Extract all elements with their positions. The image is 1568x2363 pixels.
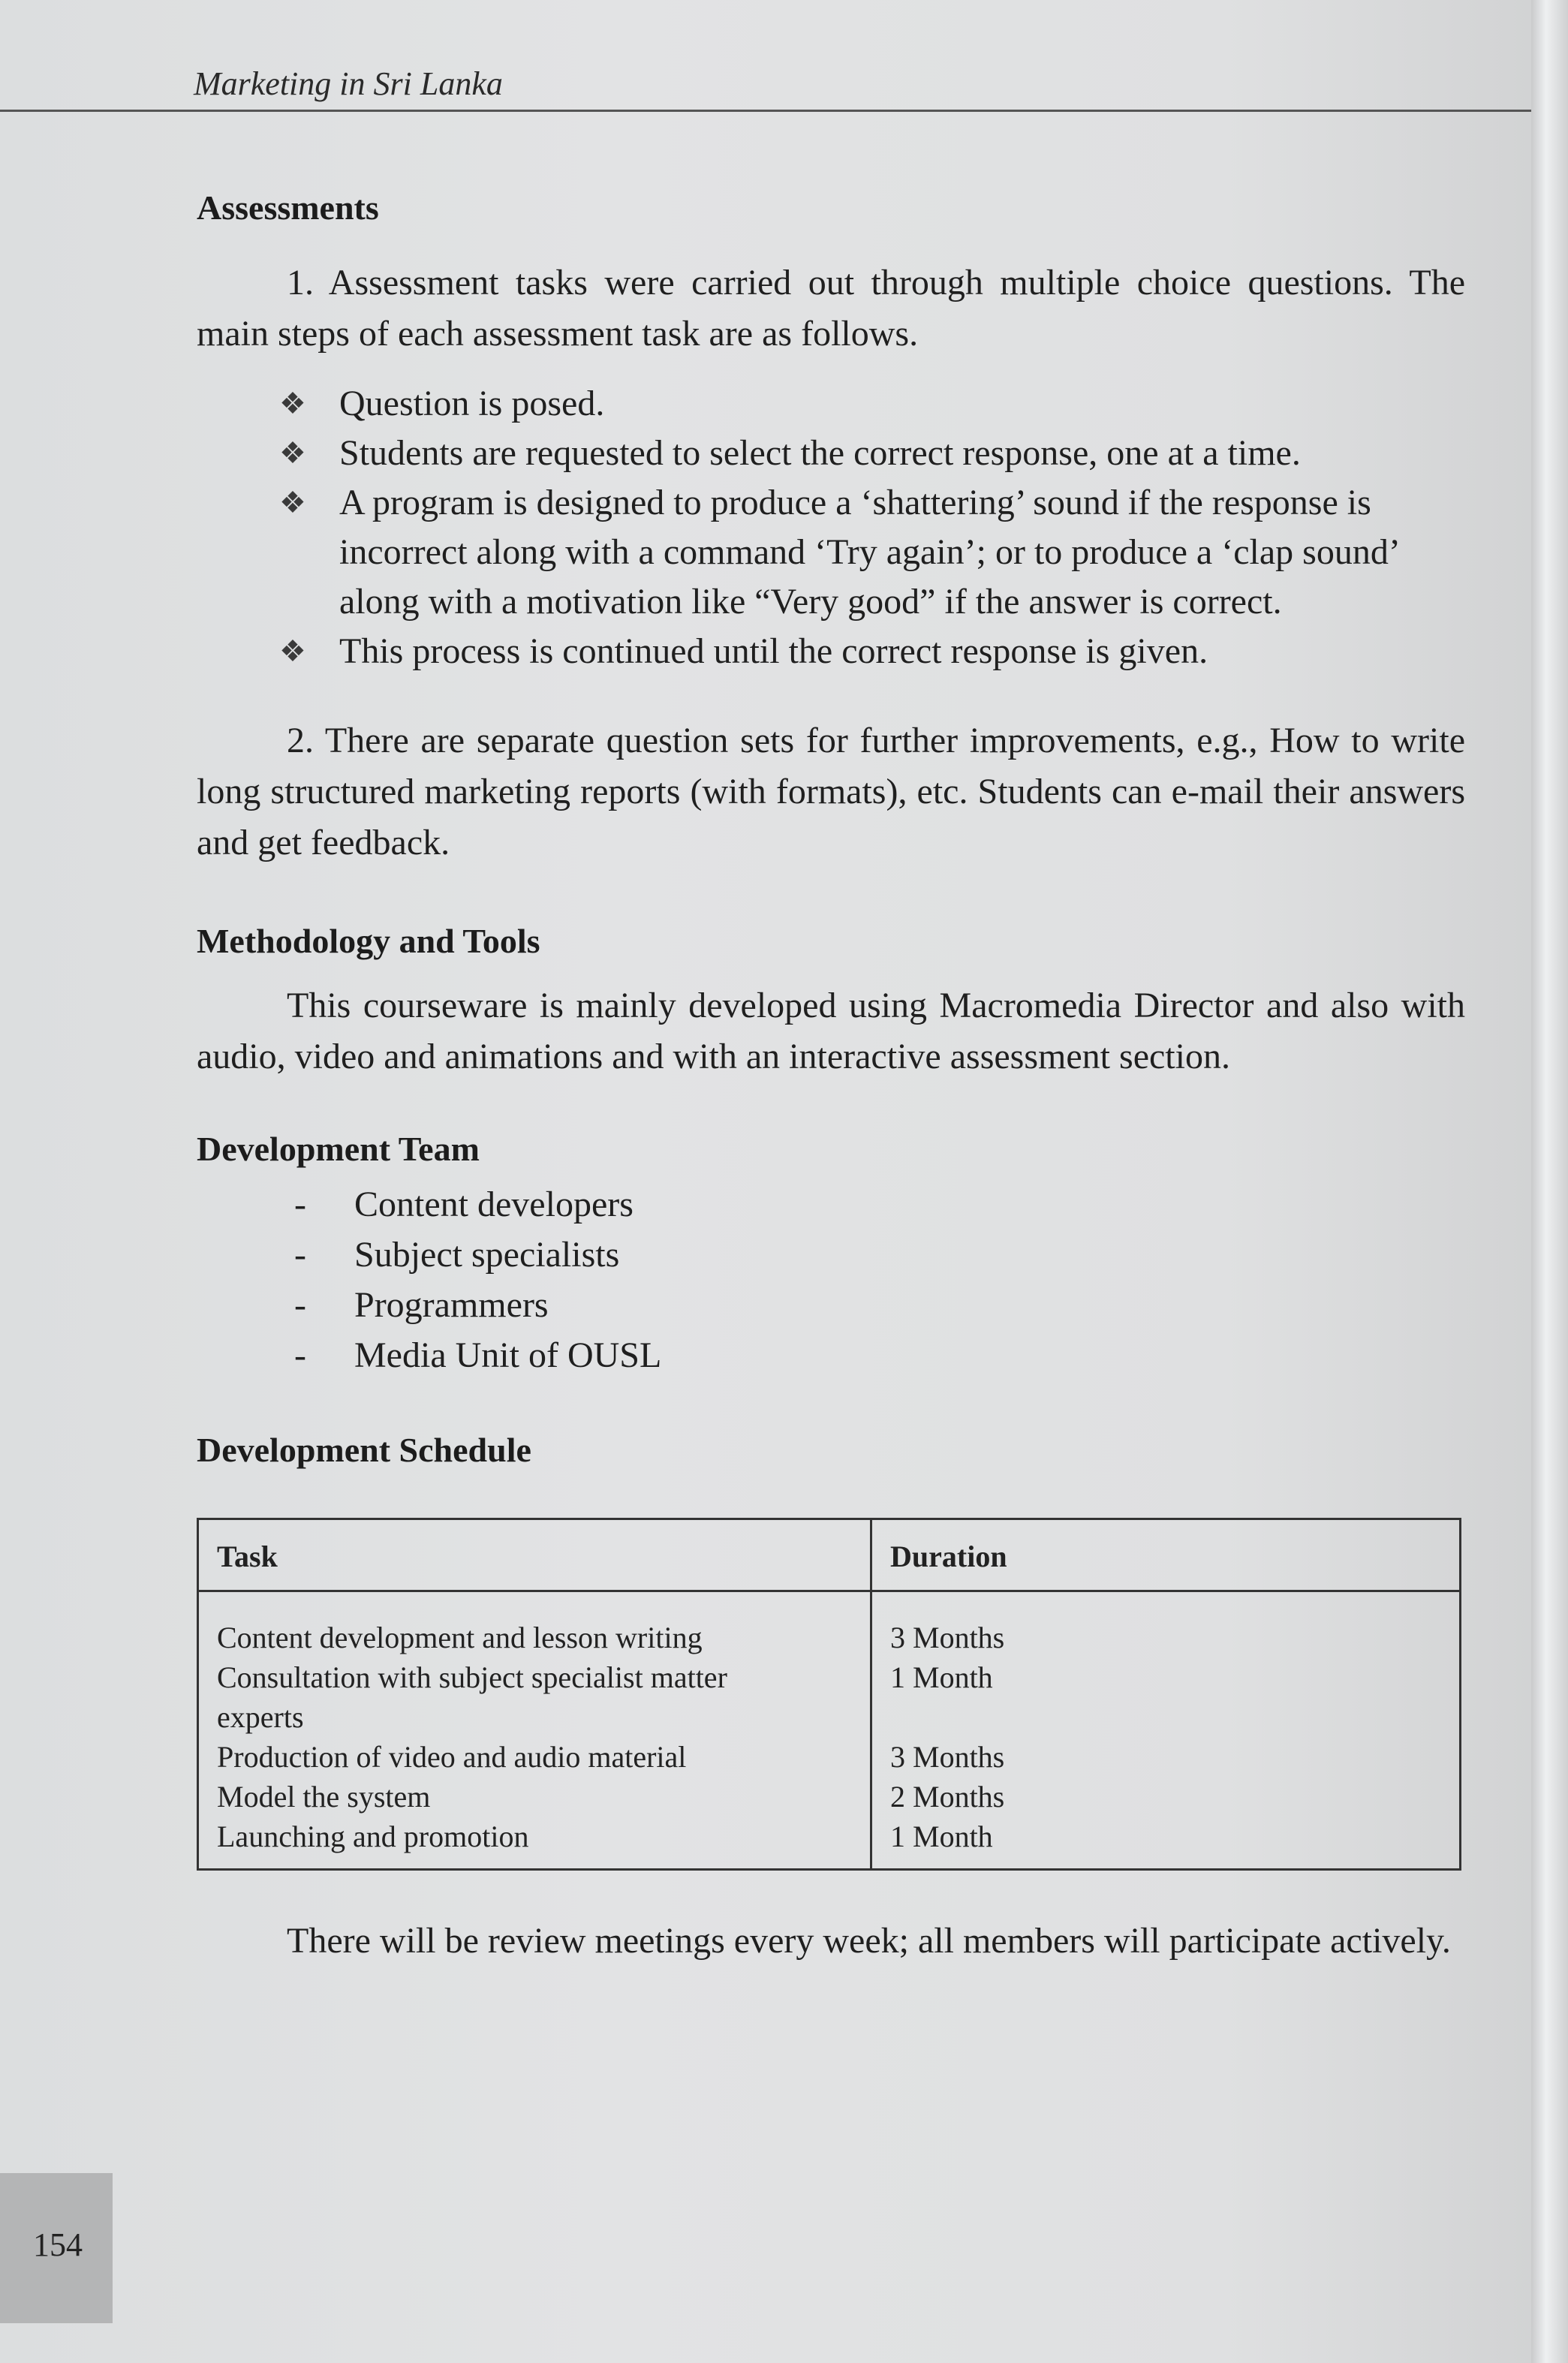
header-rule bbox=[0, 110, 1531, 112]
duration-spacer bbox=[890, 1697, 1441, 1737]
assessments-heading: Assessments bbox=[197, 188, 379, 227]
task-column-header: Task bbox=[198, 1519, 871, 1591]
schedule-table bbox=[197, 1518, 1461, 1871]
duration-item: 3 Months bbox=[890, 1740, 1005, 1774]
list-item: ❖ A program is designed to produce a ‘shattering’ sound if the response is incorrect along with a command ‘Try again’; or to produce a ‘clap sound’ along with a motivation like “Very good” if the answer is correct. bbox=[279, 478, 1465, 627]
book-page-edge bbox=[1531, 0, 1568, 2363]
schedule-heading: Development Schedule bbox=[197, 1431, 531, 1469]
duration-item: 3 Months bbox=[890, 1621, 1005, 1654]
list-item: - Programmers bbox=[294, 1285, 549, 1325]
diamond-bullet-icon: ❖ bbox=[279, 387, 306, 420]
methodology-text: This courseware is mainly developed using Macromedia Director and also with audio, video and animations and with an interactive assessment section. bbox=[197, 986, 1465, 1076]
list-item: ❖ Students are requested to select the correct response, one at a time. bbox=[279, 429, 1465, 478]
duration-column-header: Duration bbox=[871, 1519, 1461, 1591]
methodology-heading: Methodology and Tools bbox=[197, 922, 540, 960]
table-header-row bbox=[198, 1519, 1461, 1591]
running-head: Marketing in Sri Lanka bbox=[194, 65, 503, 102]
team-list bbox=[197, 1179, 1465, 1380]
duration-item: 1 Month bbox=[890, 1820, 993, 1853]
diamond-bullet-icon: ❖ bbox=[279, 436, 306, 470]
task-item: Content development and lesson writing bbox=[217, 1621, 703, 1654]
duration-item: 2 Months bbox=[890, 1780, 1005, 1814]
list-item: - Media Unit of OUSL bbox=[294, 1335, 662, 1375]
assessments-para-2: 2. There are separate question sets for further improvements, e.g., How to write long structured marketing reports (with formats), etc. Students can e-mail their answers and get feedback. bbox=[197, 721, 1465, 862]
page-number: 154 bbox=[33, 2226, 83, 2263]
task-item: Consultation with subject specialist matter experts bbox=[217, 1660, 727, 1734]
team-heading: Development Team bbox=[197, 1130, 480, 1168]
duration-cell bbox=[871, 1591, 1461, 1870]
list-item: - Subject specialists bbox=[294, 1235, 620, 1275]
table-row bbox=[198, 1591, 1461, 1870]
list-item: - Content developers bbox=[294, 1185, 634, 1224]
task-item: Production of video and audio material bbox=[217, 1740, 687, 1774]
closing-paragraph: There will be review meetings every week; all members will participate actively. bbox=[287, 1921, 1451, 1961]
assessments-para-1: 1. Assessment tasks were carried out through multiple choice questions. The main steps of each assessment task are as follows. bbox=[197, 263, 1465, 354]
task-cell bbox=[198, 1591, 871, 1870]
diamond-bullet-icon: ❖ bbox=[279, 486, 306, 519]
diamond-bullet-icon: ❖ bbox=[279, 634, 306, 668]
list-item: ❖ This process is continued until the correct response is given. bbox=[279, 627, 1465, 676]
task-item: Launching and promotion bbox=[217, 1820, 529, 1853]
duration-item: 1 Month bbox=[890, 1660, 993, 1694]
task-item: Model the system bbox=[217, 1780, 431, 1814]
assessment-steps-list bbox=[197, 379, 1465, 676]
page-content bbox=[197, 188, 1465, 1967]
list-item: ❖ Question is posed. bbox=[279, 379, 1465, 429]
